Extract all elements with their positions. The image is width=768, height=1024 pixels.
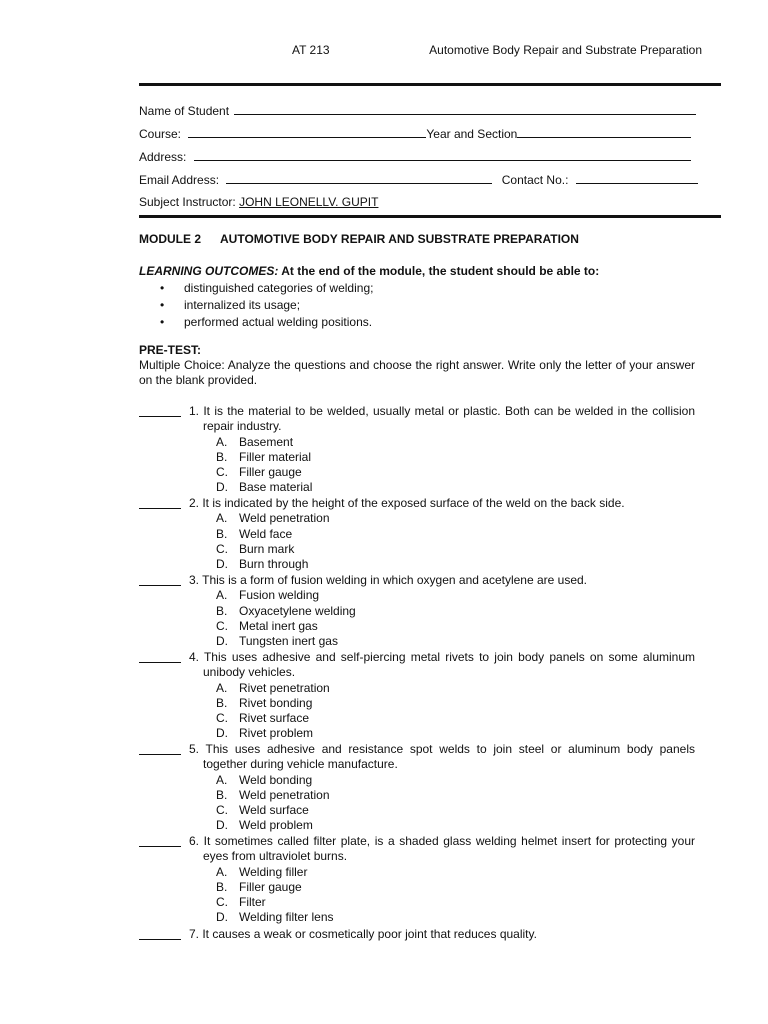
option-letter: C. [216, 618, 228, 633]
option-text: Welding filter lens [239, 910, 334, 925]
option-text: Weld penetration [239, 787, 330, 802]
option-item [216, 726, 330, 741]
option-item [216, 788, 330, 803]
option-text: Weld bonding [239, 772, 313, 787]
pretest-instructions: Multiple Choice: Analyze the questions and choose the right answer. Write only the letter of your answer on the blank provided. [139, 358, 695, 387]
option-letter: A. [216, 511, 228, 526]
option-item [216, 696, 330, 711]
pretest-heading: PRE-TEST: [139, 343, 202, 357]
option-item [216, 711, 330, 726]
student-name-label: Name of Student [139, 104, 230, 118]
option-item [216, 557, 330, 572]
option-letter: D. [216, 910, 228, 925]
outcome-item [160, 298, 373, 315]
option-text: Filler material [239, 449, 312, 464]
question-stem: 1. It is the material to be welded, usually metal or plastic. Both can be welded in the collision repair industry. [189, 404, 695, 433]
option-item [216, 634, 356, 649]
option-list [216, 865, 334, 926]
option-item [216, 865, 334, 880]
option-letter: B. [216, 787, 228, 802]
question-stem: 6. It sometimes called filter plate, is a shaded glass welding helmet insert for protecting your eyes from ultraviolet burns. [189, 834, 695, 863]
learning-outcomes-heading [139, 264, 599, 278]
option-letter: A. [216, 680, 228, 695]
course-blank[interactable] [188, 125, 426, 138]
option-letter: D. [216, 634, 228, 649]
answer-blank[interactable] [139, 508, 181, 509]
bullet-icon: • [160, 298, 165, 312]
course-title: Automotive Body Repair and Substrate Preparation [429, 43, 702, 57]
option-item [216, 480, 312, 495]
module-title: AUTOMOTIVE BODY REPAIR AND SUBSTRATE PREPARATION [220, 232, 579, 246]
option-text: Burn through [239, 557, 309, 572]
email-blank[interactable] [226, 171, 492, 184]
option-letter: D. [216, 557, 228, 572]
option-list [216, 511, 330, 572]
instructor-label: Subject Instructor: [139, 195, 236, 209]
year-section-label: Year and Section [426, 127, 518, 141]
course-row [139, 125, 691, 141]
option-item [216, 588, 356, 603]
option-text: Welding filler [239, 864, 308, 879]
option-letter: B. [216, 603, 228, 618]
option-text: Weld problem [239, 818, 313, 833]
form-divider [139, 215, 721, 218]
option-letter: A. [216, 864, 228, 879]
outcome-item [160, 281, 373, 298]
year-section-blank[interactable] [517, 125, 691, 138]
option-letter: C. [216, 895, 228, 910]
learning-outcomes-intro: At the end of the module, the student should be able to: [281, 264, 600, 278]
option-letter: D. [216, 818, 228, 833]
option-item [216, 465, 312, 480]
bullet-icon: • [160, 281, 165, 295]
option-text: Rivet surface [239, 711, 310, 726]
option-text: Filter [239, 895, 266, 910]
option-item [216, 619, 356, 634]
question-stem: 5. This uses adhesive and resistance spot welds to join steel or aluminum body panels together during vehicle manufacture. [189, 742, 695, 771]
option-item [216, 773, 330, 788]
option-text: Burn mark [239, 541, 295, 556]
option-letter: C. [216, 541, 228, 556]
option-text: Rivet penetration [239, 680, 330, 695]
option-item [216, 542, 330, 557]
option-text: Base material [239, 480, 313, 495]
option-list [216, 588, 356, 649]
option-item [216, 527, 330, 542]
page-header [292, 43, 702, 59]
question-stem: 2. It is indicated by the height of the exposed surface of the weld on the back side. [189, 496, 625, 510]
answer-blank[interactable] [139, 662, 181, 663]
learning-outcomes-list [160, 281, 373, 332]
bullet-icon: • [160, 315, 165, 329]
option-letter: C. [216, 803, 228, 818]
option-text: Tungsten inert gas [239, 634, 338, 649]
student-name-row [139, 102, 696, 118]
option-list [216, 435, 312, 496]
option-letter: B. [216, 449, 228, 464]
course-code: AT 213 [292, 43, 330, 57]
option-item [216, 604, 356, 619]
answer-blank[interactable] [139, 939, 181, 940]
contact-row [139, 171, 698, 187]
option-item [216, 435, 312, 450]
option-text: Filler gauge [239, 465, 302, 480]
question-stem: 7. It causes a weak or cosmetically poor joint that reduces quality. [189, 927, 537, 941]
answer-blank[interactable] [139, 754, 181, 755]
learning-outcomes-label: LEARNING OUTCOMES: [139, 264, 279, 278]
option-item [216, 681, 330, 696]
option-text: Oxyacetylene welding [239, 603, 356, 618]
contact-blank[interactable] [576, 171, 698, 184]
option-letter: D. [216, 480, 228, 495]
option-item [216, 511, 330, 526]
contact-label: Contact No.: [501, 173, 569, 187]
module-heading [139, 232, 579, 246]
email-label: Email Address: [139, 173, 220, 187]
outcome-text: distinguished categories of welding; [184, 281, 374, 295]
answer-blank[interactable] [139, 585, 181, 586]
option-letter: B. [216, 879, 228, 894]
option-text: Filler gauge [239, 879, 302, 894]
answer-blank[interactable] [139, 846, 181, 847]
option-text: Weld surface [239, 803, 309, 818]
instructor-name: JOHN LEONELLV. GUPIT [239, 195, 379, 209]
option-letter: A. [216, 588, 228, 603]
option-item [216, 910, 334, 925]
address-label: Address: [139, 150, 187, 164]
option-text: Weld penetration [239, 511, 330, 526]
outcome-text: performed actual welding positions. [184, 315, 373, 329]
option-text: Rivet bonding [239, 695, 313, 710]
header-divider [139, 83, 721, 86]
student-name-blank[interactable] [234, 102, 696, 115]
option-letter: B. [216, 695, 228, 710]
option-item [216, 803, 330, 818]
option-letter: D. [216, 726, 228, 741]
option-item [216, 895, 334, 910]
option-list [216, 773, 330, 834]
option-letter: A. [216, 434, 228, 449]
option-text: Rivet problem [239, 726, 314, 741]
instructor-row [139, 195, 378, 211]
option-letter: B. [216, 526, 228, 541]
address-blank[interactable] [194, 148, 691, 161]
option-letter: C. [216, 465, 228, 480]
option-item [216, 880, 334, 895]
option-text: Metal inert gas [239, 618, 318, 633]
option-item [216, 450, 312, 465]
answer-blank[interactable] [139, 416, 181, 417]
course-label: Course: [139, 127, 182, 141]
option-text: Fusion welding [239, 588, 320, 603]
option-letter: C. [216, 711, 228, 726]
option-list [216, 681, 330, 742]
option-item [216, 818, 330, 833]
question-stem: 4. This uses adhesive and self-piercing metal rivets to join body panels on some aluminum unibody vehicles. [189, 650, 695, 679]
outcome-item [160, 315, 373, 332]
option-letter: A. [216, 772, 228, 787]
module-number: MODULE 2 [139, 232, 202, 246]
question-stem: 3. This is a form of fusion welding in which oxygen and acetylene are used. [189, 573, 588, 587]
option-text: Weld face [239, 526, 293, 541]
option-text: Basement [239, 434, 294, 449]
outcome-text: internalized its usage; [184, 298, 301, 312]
address-row [139, 148, 691, 164]
